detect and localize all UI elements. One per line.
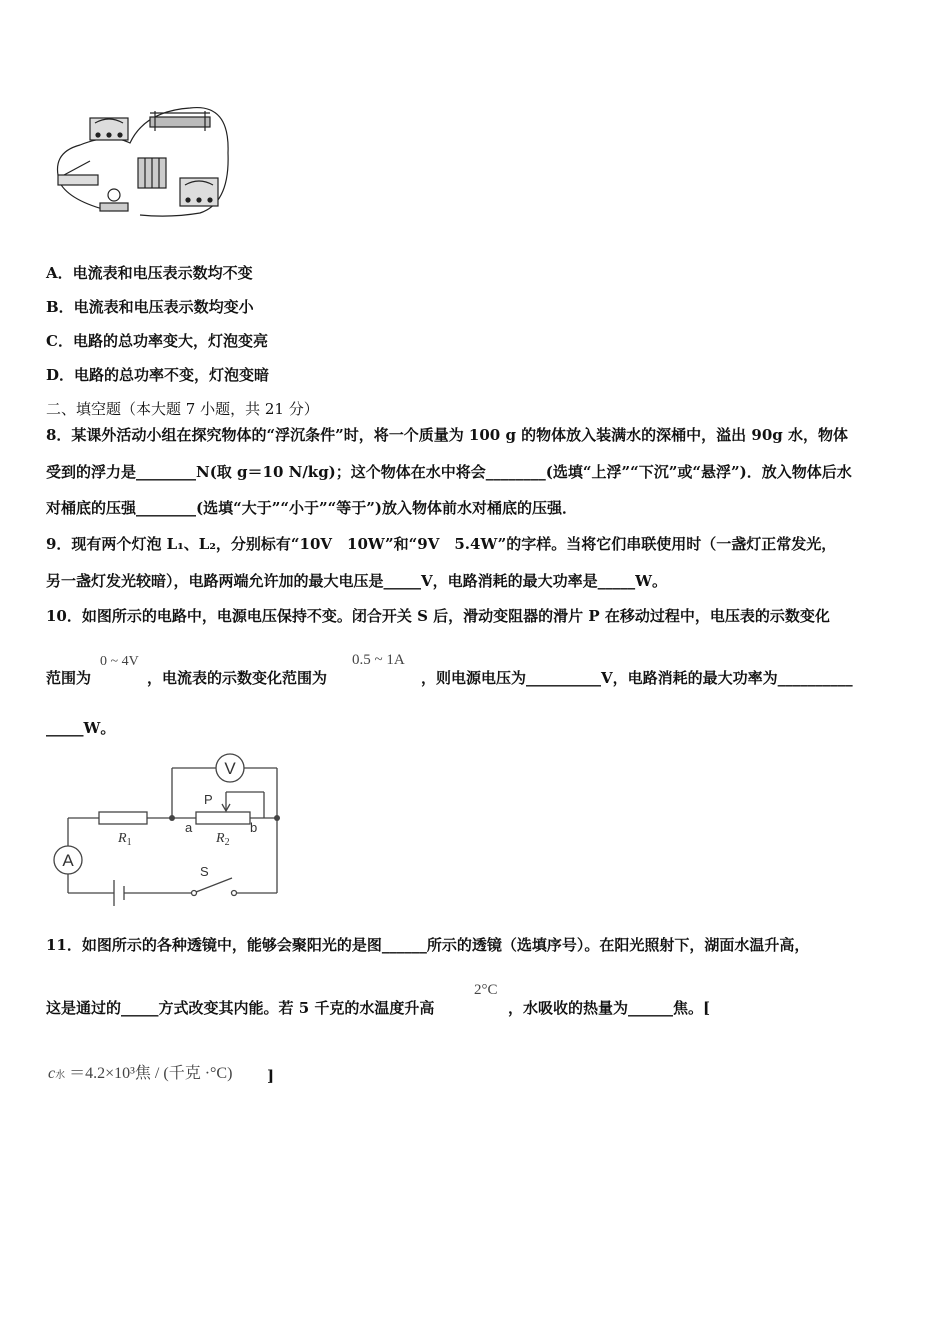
point-a-label: a — [185, 820, 193, 835]
q10-range-label: 范围为 — [46, 669, 92, 687]
point-b-label: b — [250, 820, 258, 835]
q10-mid-text: ，电流表的示数变化范围为 — [147, 669, 328, 687]
option-c: C．电路的总功率变大，灯泡变亮 — [46, 332, 268, 350]
slider-label: P — [204, 792, 213, 807]
q8-line1: 8．某课外活动小组在探究物体的“浮沉条件”时，将一个质量为 100 g 的物体放入装满水的深桶中，溢出 90g 水，物体 — [46, 426, 848, 444]
formula-body: ＝4.2×10³焦 / (千克 ·°C) — [65, 1065, 233, 1082]
option-d: D．电路的总功率不变，灯泡变暗 — [46, 366, 270, 384]
formula-sub: 水 — [55, 1070, 66, 1081]
q11-line2-b: ，水吸收的热量为______焦。[ — [508, 999, 711, 1017]
r2-sub: 2 — [224, 837, 230, 848]
formula-c: c — [48, 1065, 56, 1082]
q8-line3: 对桶底的压强________(选填“大于”“小于”“等于”)放入物体前水对桶底的压强． — [46, 499, 577, 517]
temperature-rise: 2°C — [474, 982, 498, 998]
q10-tail-text: ，则电源电压为__________V，电路消耗的最大功率为__________ — [421, 669, 853, 687]
circuit-diagram — [44, 748, 294, 908]
q11-line1: 11．如图所示的各种透镜中，能够会聚阳光的是图______所示的透镜（选填序号）。在阳光照射下，湖面水温升高， — [46, 936, 810, 954]
r1-sub: 1 — [126, 837, 132, 848]
q10-line1: 10．如图所示的电路中，电源电压保持不变。闭合开关 S 后，滑动变阻器的滑片 P 在移动过程中，电压表的示数变化 — [46, 607, 830, 625]
ammeter-label: A — [62, 851, 74, 870]
current-range: 0.5 ~ 1A — [352, 652, 405, 668]
specific-heat-formula — [48, 1060, 232, 1083]
r2-letter: R — [216, 831, 225, 846]
q10-line3: _____W。 — [46, 719, 116, 737]
r2-label — [215, 831, 230, 848]
section-heading: 二、填空题（本大题 7 小题，共 21 分） — [46, 400, 319, 418]
q11-line2-a: 这是通过的_____方式改变其内能。若 5 千克的水温度升高 — [46, 999, 435, 1017]
r1-label — [117, 831, 132, 848]
apparatus-photo — [50, 103, 232, 218]
switch-label: S — [200, 864, 209, 879]
close-bracket: ] — [267, 1067, 275, 1085]
q8-line2: 受到的浮力是________N(取 g＝10 N/kg)；这个物体在水中将会________(选填“上浮”“下沉”或“悬浮”)．放入物体后水 — [46, 463, 852, 481]
voltmeter-label: V — [224, 759, 236, 778]
q9-line2: 另一盏灯发光较暗），电路两端允许加的最大电压是_____V，电路消耗的最大功率是_____W。 — [46, 572, 667, 590]
r1-letter: R — [118, 831, 127, 846]
voltage-range: 0 ~ 4V — [100, 654, 139, 669]
option-a: A．电流表和电压表示数均不变 — [46, 264, 253, 282]
option-b: B．电流表和电压表示数均变小 — [46, 298, 254, 316]
q9-line1: 9．现有两个灯泡 L₁、L₂，分别标有“10V 10W”和“9V 5.4W”的字样。当将它们串联使用时（一盏灯正常发光， — [46, 535, 837, 553]
